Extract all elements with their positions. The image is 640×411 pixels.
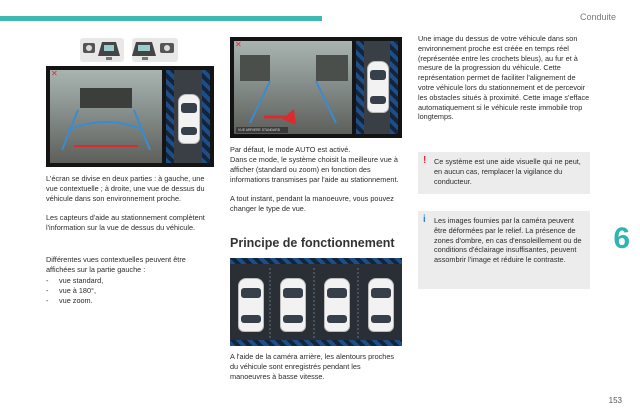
screen-label: VUE ARRIERE STANDARD xyxy=(236,127,288,133)
car-icon xyxy=(367,61,389,113)
list-item: - vue à 180°, xyxy=(46,285,96,295)
left-paragraph-3: Différentes vues contextuelles peuvent être affichées sur la partie gauche : xyxy=(46,255,186,274)
mid-paragraph-3: A tout instant, pendant la manoeuvre, vous pouvez changer le type de vue. xyxy=(230,194,394,213)
section-heading: Principe de fonctionnement xyxy=(230,236,395,250)
parking-sequence-image xyxy=(230,258,402,346)
mid-paragraph-1: Par défaut, le mode AUTO est activé. xyxy=(230,145,351,154)
parking-screen-image-left xyxy=(46,66,214,167)
mid-paragraph-2: Dans ce mode, le système choisit la meilleure vue à afficher (standard ou zoom) en fonction des informations transmises par l'aide au stationnement. xyxy=(230,155,399,184)
list-item: - vue standard, xyxy=(46,276,104,285)
camera-view-icon-standard xyxy=(80,38,124,62)
info-text: Les images fournies par la caméra peuvent être déformées par le relief. La présence de zones d'ombre, en cas d'ensoleillement ou de conditions d'éclairage insuffisantes, peuvent assombrir l'image et réduire le contraste. xyxy=(434,216,582,265)
car-icon xyxy=(178,94,200,144)
view-list xyxy=(46,276,216,305)
rear-camera-view xyxy=(234,41,352,134)
info-icon: i xyxy=(423,214,426,225)
warning-box xyxy=(418,152,590,194)
right-paragraph: Une image du dessus de votre véhicule dans son environnement proche est créée en temps réel (représentée entre les crochets bleus), au fur et à mesure de la progression du véhicule. Cette représentation permet de faciliter l'alignement de votre véhicule lors du stationnement et de percevoir les obstacles situés à proximité. Cette image s'efface automatiquement si le véhicule reste immobile trop longtemps. xyxy=(418,34,590,122)
camera-view-icon-alternate xyxy=(132,38,178,62)
info-box xyxy=(418,211,590,289)
warning-icon: ! xyxy=(423,155,427,166)
chapter-number: 6 xyxy=(613,222,630,255)
warning-text: Ce système est une aide visuelle qui ne peut, en aucun cas, remplacer la vigilance du conducteur. xyxy=(434,157,581,186)
parking-screen-image-mid xyxy=(230,37,402,138)
rear-camera-view xyxy=(50,70,162,163)
section-title: Conduite xyxy=(579,12,616,22)
list-item: - vue zoom. xyxy=(46,295,93,305)
close-icon: ✕ xyxy=(235,40,242,49)
left-paragraph-2: Les capteurs d'aide au stationnement complètent l'information sur la vue de dessus du véhicule. xyxy=(46,213,205,232)
sequence-caption: A l'aide de la caméra arrière, les alentours proches du véhicule sont enregistrés pendant les manoeuvres à basse vitesse. xyxy=(230,352,395,381)
top-view xyxy=(356,41,398,134)
page-number: 153 xyxy=(608,396,622,405)
header-accent-bar xyxy=(0,16,322,21)
left-paragraph-1: L'écran se divise en deux parties : à gauche, une vue contextuelle ; à droite, une vue de dessus du véhicule dans son environnement proche. xyxy=(46,174,205,203)
close-icon: ✕ xyxy=(51,69,58,78)
top-view xyxy=(166,70,210,163)
